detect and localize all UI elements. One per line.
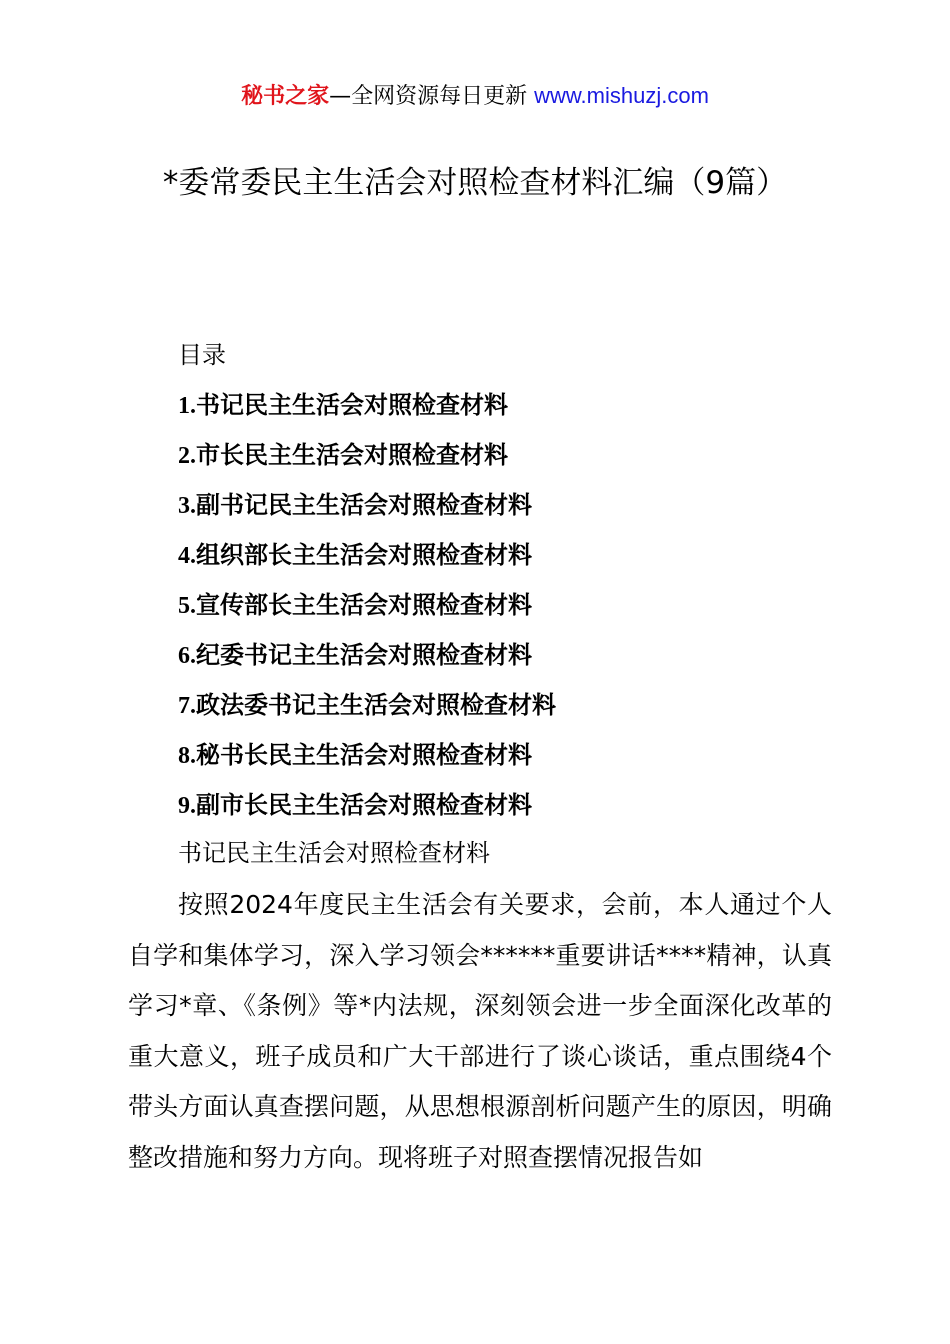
section-title: 书记民主生活会对照检查材料 [178, 839, 490, 867]
toc-item-text: 纪委书记主生活会对照检查材料 [196, 641, 532, 669]
toc-item-number: 3. [178, 493, 196, 519]
header-tagline: —全网资源每日更新 [329, 84, 528, 109]
toc-item [178, 438, 556, 488]
table-of-contents [178, 388, 556, 838]
toc-item-number: 5. [178, 593, 196, 619]
toc-item [178, 538, 556, 588]
toc-item-text: 政法委书记主生活会对照检查材料 [196, 691, 556, 719]
toc-item [178, 638, 556, 688]
toc-item [178, 788, 556, 838]
toc-item [178, 588, 556, 638]
toc-item-number: 9. [178, 793, 196, 819]
document-title: *委常委民主生活会对照检查材料汇编（9篇） [162, 165, 788, 201]
site-header [0, 80, 950, 113]
toc-item-number: 4. [178, 543, 196, 569]
toc-item-text: 书记民主生活会对照检查材料 [196, 391, 508, 419]
toc-item [178, 488, 556, 538]
toc-item-text: 市长民主生活会对照检查材料 [196, 441, 508, 469]
toc-item-text: 组织部长主生活会对照检查材料 [196, 541, 532, 569]
toc-item [178, 738, 556, 788]
toc-item-text: 宣传部长主生活会对照检查材料 [196, 591, 532, 619]
toc-heading: 目录 [178, 341, 226, 369]
body-paragraph: 按照2024年度民主生活会有关要求，会前，本人通过个人自学和集体学习，深入学习领会******重要讲话****精神，认真学习*章、《条例》等*内法规，深刻领会进一步全面深化改革的重大意义，班子成员和广大干部进行了谈心谈话，重点围绕4个带头方面认真查摆问题，从思想根源剖析问题产生的原因，明确整改措施和努力方向。现将班子对照查摆情况报告如 [128, 890, 832, 1172]
toc-item-text: 秘书长民主生活会对照检查材料 [196, 741, 532, 769]
site-url-link[interactable]: www.mishuzj.com [534, 83, 709, 108]
toc-item-number: 7. [178, 693, 196, 719]
toc-item-text: 副市长民主生活会对照检查材料 [196, 791, 532, 819]
toc-item-number: 2. [178, 443, 196, 469]
toc-item [178, 688, 556, 738]
toc-item-number: 1. [178, 393, 196, 419]
toc-item-text: 副书记民主生活会对照检查材料 [196, 491, 532, 519]
toc-item-number: 8. [178, 743, 196, 769]
brand-name: 秘书之家 [241, 84, 330, 109]
toc-item [178, 388, 556, 438]
toc-item-number: 6. [178, 643, 196, 669]
